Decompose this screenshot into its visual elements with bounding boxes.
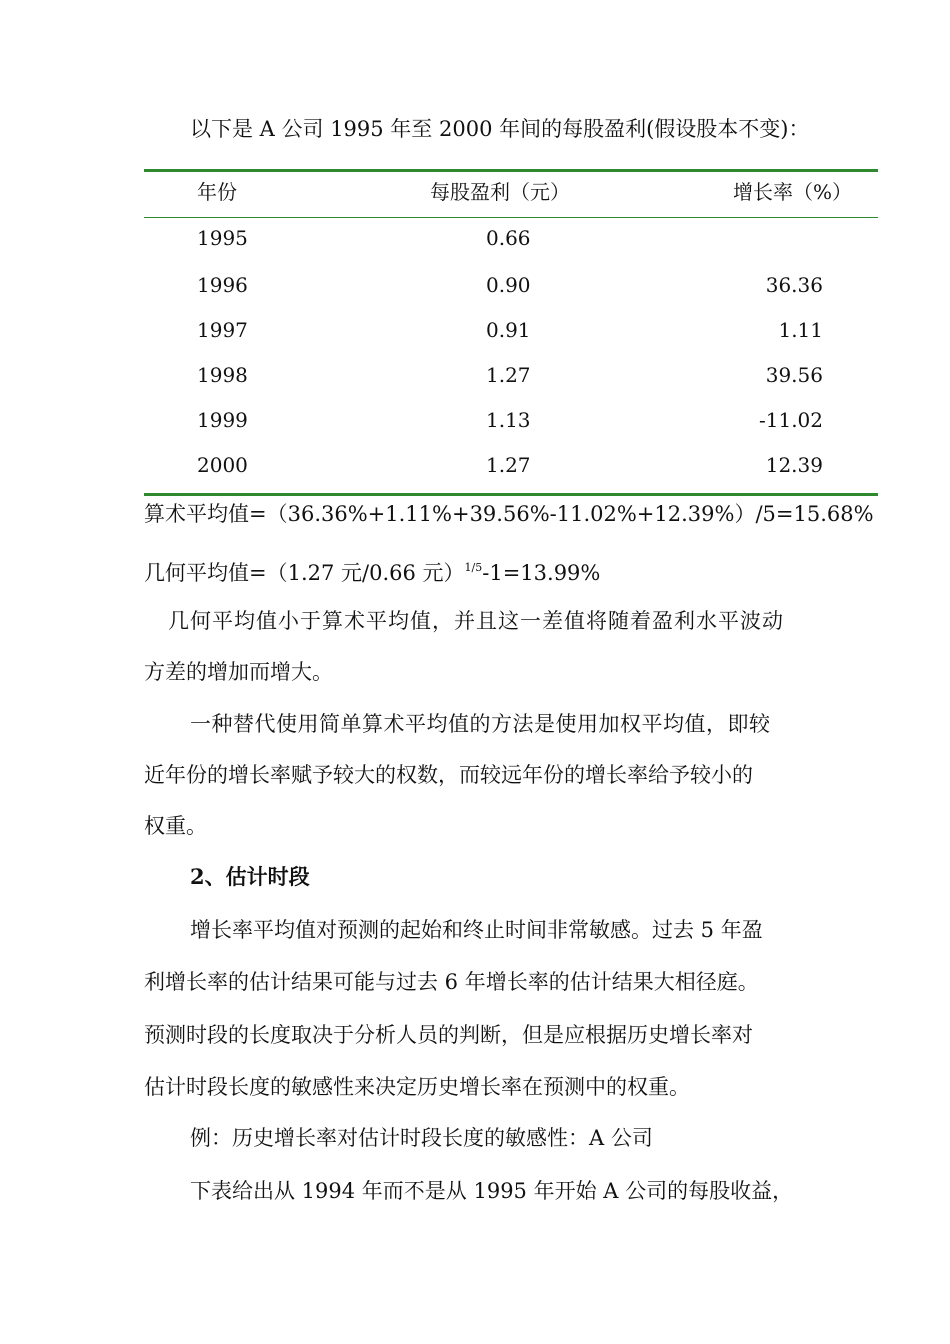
table-bottom-rule bbox=[144, 493, 878, 496]
table-intro-line: 下表给出从 1994 年而不是从 1995 年开始 A 公司的每股收益， bbox=[190, 1179, 794, 1203]
table-cell-eps: 0.66 bbox=[486, 226, 531, 250]
para2-line3: 权重。 bbox=[144, 814, 207, 838]
geo-mean-exponent: 1/5 bbox=[464, 561, 483, 574]
table-cell-growth: 12.39 bbox=[765, 453, 823, 477]
example-line: 例：历史增长率对估计时段长度的敏感性：A 公司 bbox=[190, 1126, 653, 1150]
table-cell-eps: 1.27 bbox=[486, 363, 531, 387]
geo-mean-prefix: 几何平均值=（1.27 元/0.66 元） bbox=[144, 561, 465, 585]
para3-line1: 增长率平均值对预测的起始和终止时间非常敏感。过去 5 年盈 bbox=[190, 918, 763, 942]
table-cell-growth: 36.36 bbox=[765, 273, 823, 297]
table-cell-growth: 39.56 bbox=[765, 363, 823, 387]
para1-line2: 方差的增加而增大。 bbox=[144, 660, 333, 684]
table-cell-eps: 0.90 bbox=[486, 273, 531, 297]
table-cell-year: 1999 bbox=[197, 408, 248, 432]
para2-line1: 一种替代使用简单算术平均值的方法是使用加权平均值，即较 bbox=[190, 712, 771, 736]
table-cell-year: 1998 bbox=[197, 363, 248, 387]
table-cell-growth: -11.02 bbox=[758, 408, 823, 432]
para3-line2: 利增长率的估计结果可能与过去 6 年增长率的估计结果大相径庭。 bbox=[144, 970, 759, 994]
table-cell-growth: 1.11 bbox=[778, 318, 823, 342]
table-cell-eps: 0.91 bbox=[486, 318, 531, 342]
table-cell-year: 1997 bbox=[197, 318, 248, 342]
geo-mean-line bbox=[144, 556, 600, 585]
section-heading: 2、估计时段 bbox=[190, 864, 310, 889]
table-cell-year: 1996 bbox=[197, 273, 248, 297]
table-top-rule bbox=[144, 169, 878, 172]
intro-text: 以下是 A 公司 1995 年至 2000 年间的每股盈利(假设股本不变)： bbox=[190, 117, 810, 141]
arith-mean-line: 算术平均值=（36.36%+1.11%+39.56%-11.02%+12.39%）/5=15.68% bbox=[144, 502, 874, 526]
table-cell-year: 1995 bbox=[197, 226, 248, 250]
table-cell-year: 2000 bbox=[197, 453, 248, 477]
para3-line3: 预测时段的长度取决于分析人员的判断，但是应根据历史增长率对 bbox=[144, 1023, 753, 1047]
header-year: 年份 bbox=[197, 180, 237, 204]
geo-mean-suffix: -1=13.99% bbox=[482, 561, 601, 585]
para3-line4: 估计时段长度的敏感性来决定历史增长率在预测中的权重。 bbox=[144, 1075, 690, 1099]
para1-line1: 几何平均值小于算术平均值，并且这一差值将随着盈利水平波动 bbox=[168, 609, 784, 633]
table-header-rule bbox=[144, 217, 878, 218]
header-eps: 每股盈利（元） bbox=[430, 180, 570, 204]
header-growth: 增长率（%） bbox=[733, 180, 853, 204]
table-cell-eps: 1.27 bbox=[486, 453, 531, 477]
table-cell-eps: 1.13 bbox=[486, 408, 531, 432]
para2-line2: 近年份的增长率赋予较大的权数，而较远年份的增长率给予较小的 bbox=[144, 763, 753, 787]
